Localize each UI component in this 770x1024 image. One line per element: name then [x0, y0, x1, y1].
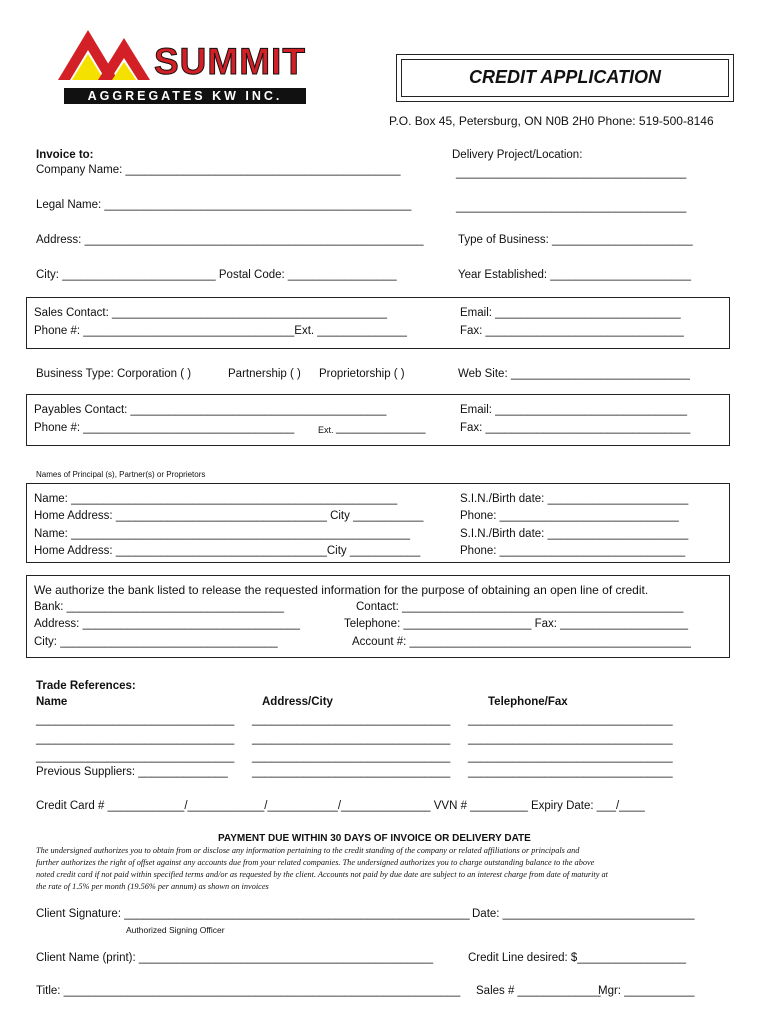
trade-ref-3-address[interactable]: _______________________________ [252, 751, 451, 763]
type-of-business-field[interactable]: Type of Business: ______________________ [458, 234, 693, 246]
credit-card-field[interactable]: Credit Card # ____________/____________/___________/______________ VVN # _________ Expiry Date: ___/____ [36, 800, 645, 812]
principal-home-2[interactable]: Home Address: _________________________________City ___________ [34, 545, 421, 557]
terms-line-4: the rate of 1.5% per month (19.56% per annum) as shown on invoices [36, 882, 269, 891]
year-established-field[interactable]: Year Established: ______________________ [458, 269, 691, 281]
business-type-partnership[interactable]: Partnership ( ) [228, 368, 301, 380]
principal-name-1[interactable]: Name: ___________________________________________________ [34, 493, 398, 505]
sales-phone-field[interactable]: Phone #: _________________________________Ext. ______________ [34, 325, 407, 337]
principal-sin-1[interactable]: S.I.N./Birth date: ______________________ [460, 493, 689, 505]
title-field[interactable]: Title: ______________________________________________________________ [36, 985, 461, 997]
trade-heading: Trade References: [36, 680, 136, 692]
payables-email-field[interactable]: Email: ______________________________ [460, 404, 688, 416]
trade-ref-4-address[interactable]: _______________________________ [252, 766, 451, 778]
trade-ref-2-name[interactable]: _______________________________ [36, 733, 235, 745]
trade-col-phone: Telephone/Fax [488, 696, 568, 708]
principal-name-2[interactable]: Name: _____________________________________________________ [34, 528, 411, 540]
business-type-corporation[interactable]: Business Type: Corporation ( ) [36, 368, 192, 380]
previous-suppliers-field[interactable]: Previous Suppliers: ______________ [36, 766, 228, 778]
credit-line-field[interactable]: Credit Line desired: $_________________ [468, 952, 687, 964]
delivery-line-2[interactable]: ____________________________________ [456, 201, 687, 213]
client-signature-field[interactable]: Client Signature: ______________________________________________________ [36, 908, 470, 920]
payables-ext-field[interactable]: ______________ [336, 422, 426, 434]
company-logo [58, 28, 310, 106]
sales-contact-field[interactable]: Sales Contact: ___________________________________________ [34, 307, 388, 319]
principal-phone-2[interactable]: Phone: _____________________________ [460, 545, 686, 557]
delivery-line-1[interactable]: ____________________________________ [456, 167, 687, 179]
terms-line-1: The undersigned authorizes you to obtain from or disclose any information pertaining to the credit standing of the company or related affiliations or principals and [36, 846, 580, 855]
sales-email-field[interactable]: Email: _____________________________ [460, 307, 681, 319]
delivery-heading: Delivery Project/Location: [452, 149, 583, 161]
payables-box [26, 394, 730, 446]
terms-line-3: noted credit card if not paid within specified terms and/or as requested by the client. Accounts not paid by due date are subject to an interest charge from date of maturity at [36, 870, 608, 879]
company-name-field[interactable]: Company Name: ___________________________________________ [36, 164, 401, 176]
client-name-field[interactable]: Client Name (print): ______________________________________________ [36, 952, 434, 964]
manager-field[interactable]: Mgr: ___________ [598, 985, 695, 997]
payment-terms-heading: PAYMENT DUE WITHIN 30 DAYS OF INVOICE OR DELIVERY DATE [218, 833, 531, 844]
trade-ref-1-address[interactable]: _______________________________ [252, 714, 451, 726]
bank-account-field[interactable]: Account #: ____________________________________________ [352, 636, 691, 648]
trade-ref-1-phone[interactable]: ________________________________ [468, 714, 673, 726]
payables-contact-field[interactable]: Payables Contact: ________________________________________ [34, 404, 387, 416]
trade-ref-3-name[interactable]: _______________________________ [36, 751, 235, 763]
trade-ref-3-phone[interactable]: ________________________________ [468, 751, 673, 763]
title-box [396, 54, 734, 102]
principal-home-1[interactable]: Home Address: _________________________________ City ___________ [34, 510, 424, 522]
bank-contact-field[interactable]: Contact: ____________________________________________ [356, 601, 684, 613]
payables-fax-field[interactable]: Fax: ________________________________ [460, 422, 691, 434]
principals-heading: Names of Principal (s), Partner(s) or Proprietors [36, 470, 206, 479]
trade-ref-4-phone[interactable]: ________________________________ [468, 766, 673, 778]
bank-authorize-text: We authorize the bank listed to release the requested information for the purpose of obtaining an open line of credit. [34, 583, 649, 597]
legal-name-field[interactable]: Legal Name: ________________________________________________ [36, 199, 412, 211]
trade-ref-2-phone[interactable]: ________________________________ [468, 733, 673, 745]
logo-name: SUMMIT [154, 41, 306, 82]
bank-telephone-field[interactable]: Telephone: ____________________ Fax: ____________________ [344, 618, 689, 630]
authorized-officer-label: Authorized Signing Officer [126, 925, 225, 935]
bank-name-field[interactable]: Bank: __________________________________ [34, 601, 285, 613]
address-field[interactable]: Address: _____________________________________________________ [36, 234, 424, 246]
sales-fax-field[interactable]: Fax: _______________________________ [460, 325, 684, 337]
logo-subtitle: AGGREGATES KW INC. [64, 88, 306, 104]
trade-ref-2-address[interactable]: _______________________________ [252, 733, 451, 745]
trade-ref-1-name[interactable]: _______________________________ [36, 714, 235, 726]
principal-sin-2[interactable]: S.I.N./Birth date: ______________________ [460, 528, 689, 540]
trade-col-address: Address/City [262, 696, 333, 708]
trade-col-name: Name [36, 696, 68, 708]
date-field[interactable]: Date: ______________________________ [472, 908, 695, 920]
city-postal-field[interactable]: City: ________________________ Postal Code: _________________ [36, 269, 397, 281]
payables-phone-field[interactable]: Phone #: _________________________________ [34, 422, 295, 434]
mountain-logo-icon [58, 28, 168, 88]
sales-contact-box [26, 297, 730, 349]
invoice-heading: Invoice to: [36, 149, 94, 161]
principal-phone-1[interactable]: Phone: ____________________________ [460, 510, 679, 522]
business-type-proprietorship[interactable]: Proprietorship ( ) [319, 368, 405, 380]
page-title: CREDIT APPLICATION [469, 67, 661, 87]
bank-city-field[interactable]: City: __________________________________ [34, 636, 278, 648]
company-address: P.O. Box 45, Petersburg, ON N0B 2H0 Phone: 519-500-8146 [389, 114, 714, 128]
payables-ext-label: Ext. [318, 425, 334, 435]
terms-line-2: further authorizes the right of offset against any accounts due from your related companies. The undersigned authorizes you to charge outstanding balance to the above [36, 858, 595, 867]
bank-address-field[interactable]: Address: __________________________________ [34, 618, 301, 630]
website-field[interactable]: Web Site: ____________________________ [458, 368, 690, 380]
sales-number-field[interactable]: Sales # _____________ [476, 985, 601, 997]
